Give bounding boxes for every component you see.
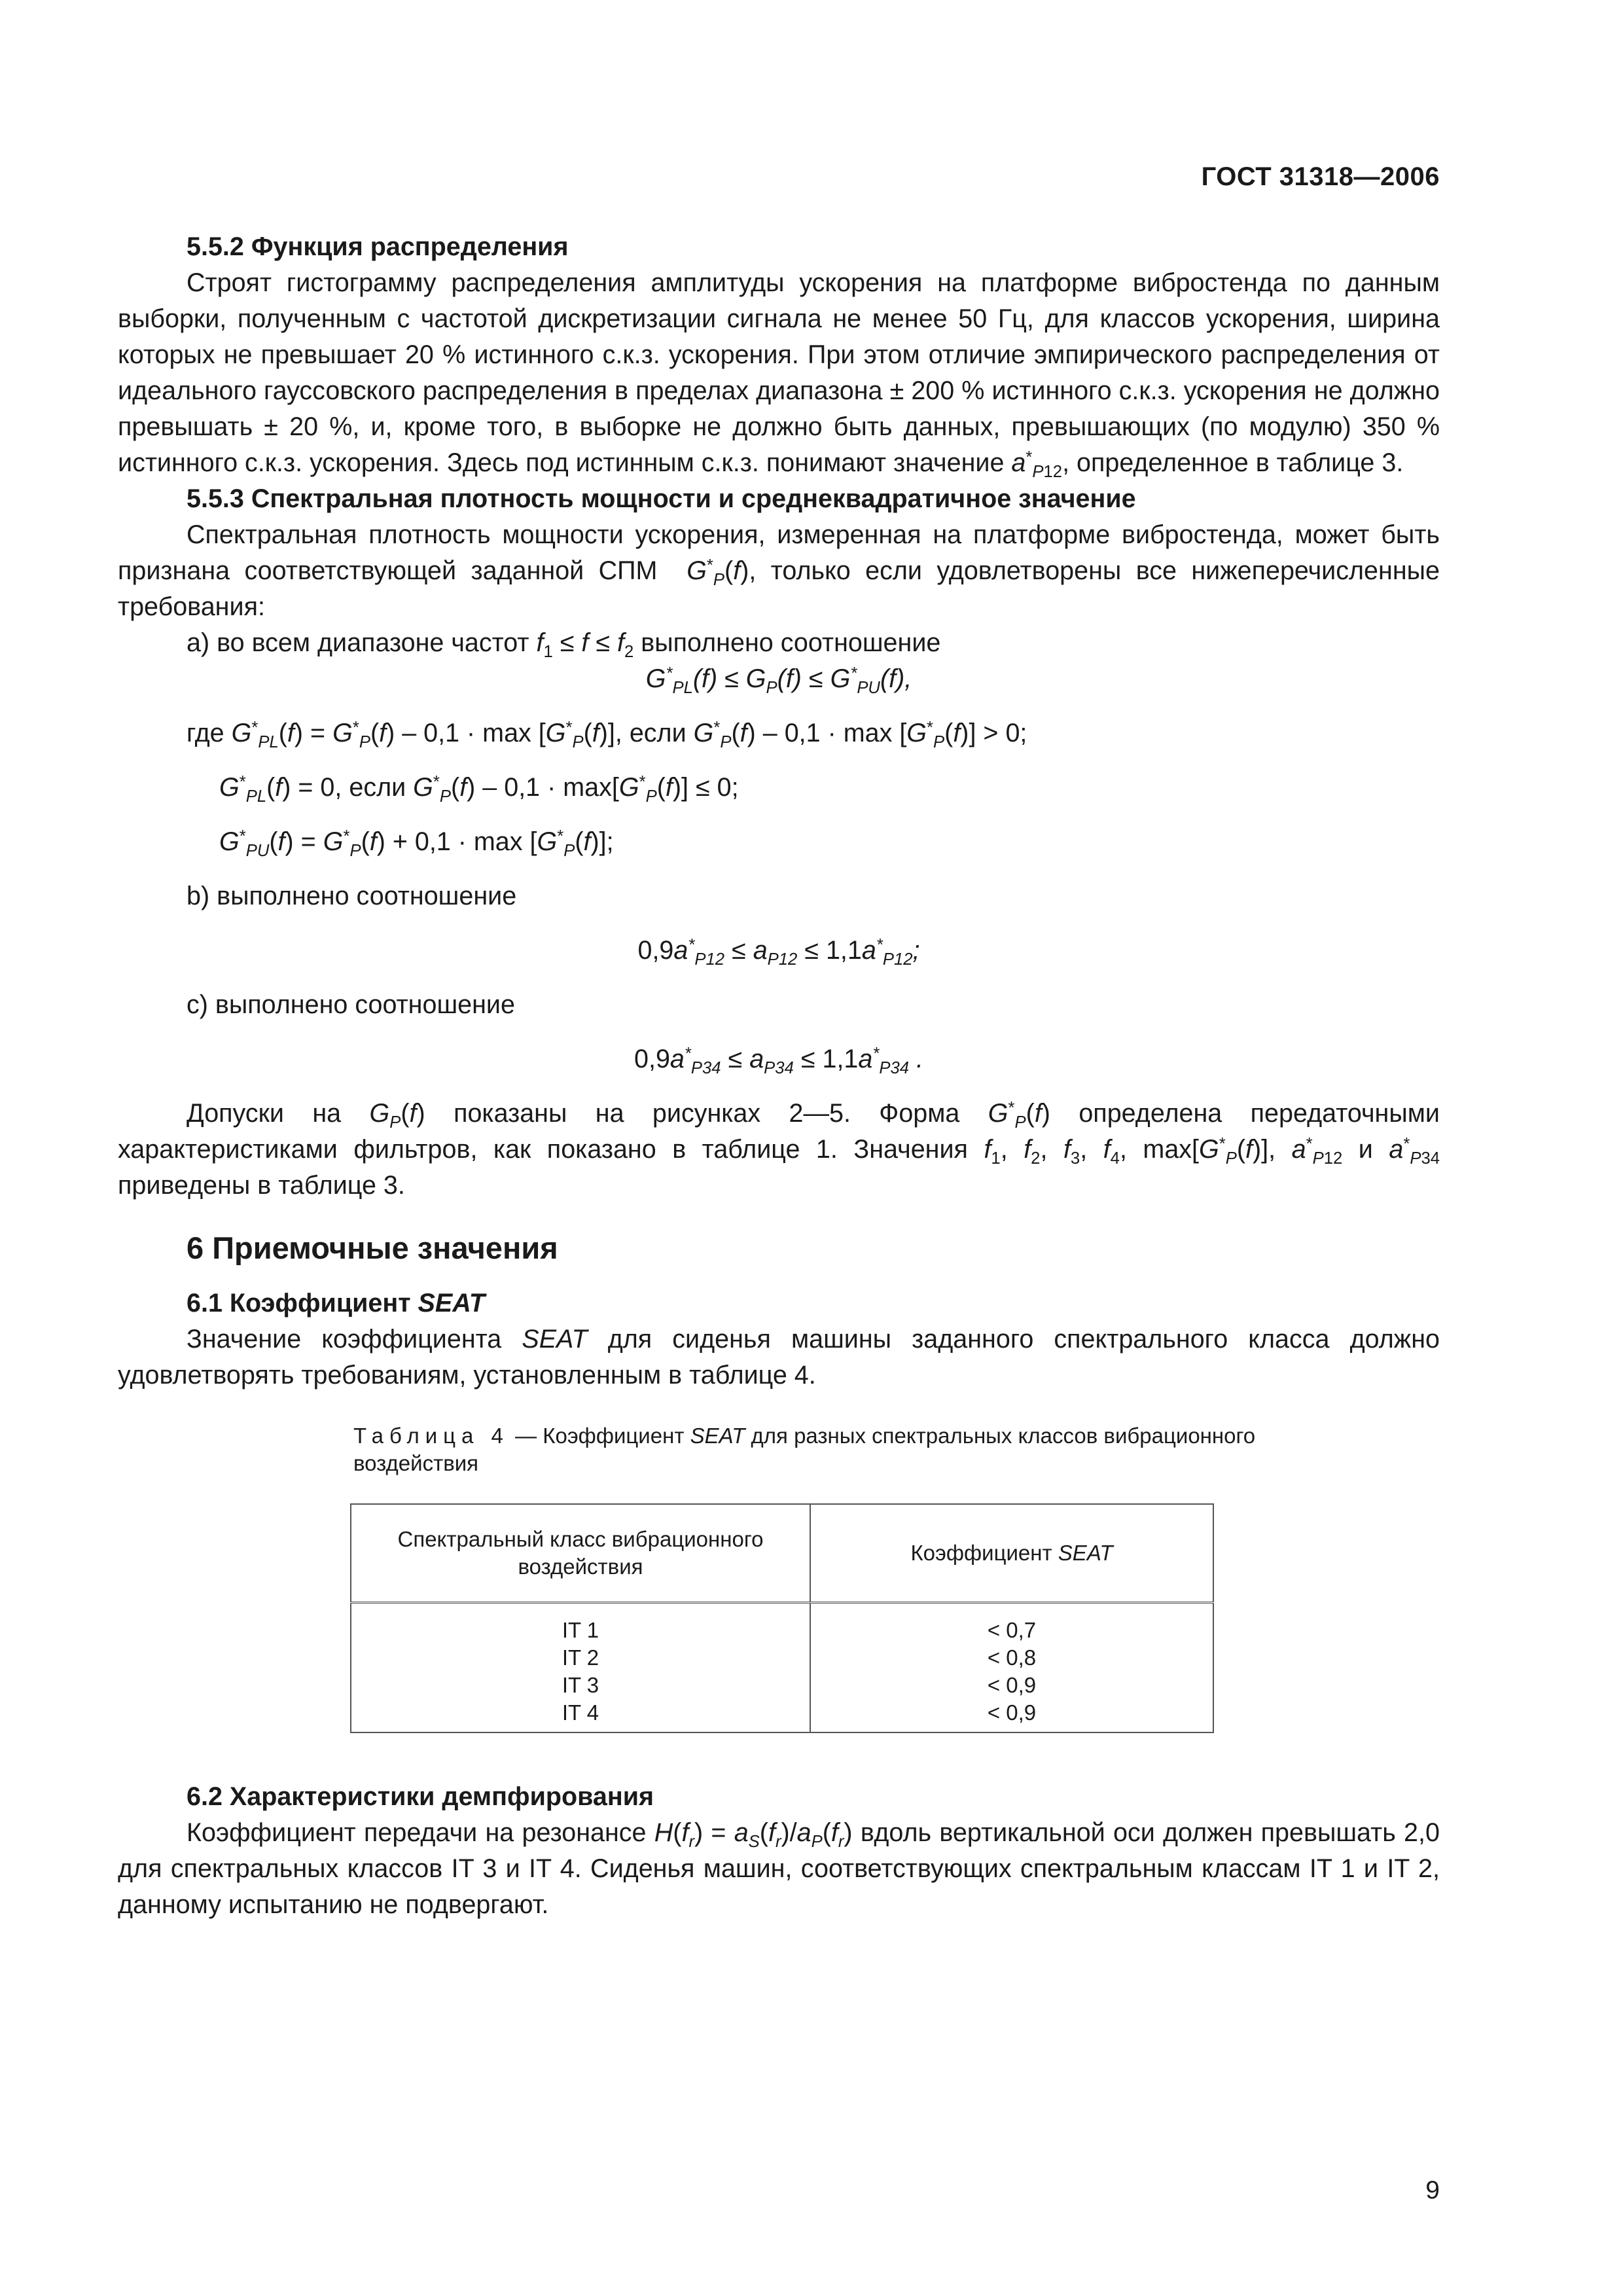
seat-values: < 0,7 < 0,8 < 0,9 < 0,9 xyxy=(810,1603,1213,1733)
document-code: ГОСТ 31318—2006 xyxy=(1201,162,1440,191)
section-heading-6-2: 6.2 Характеристики демпфирования xyxy=(187,1782,654,1811)
paragraph-tolerances: Допуски на $G_P(f)$ показаны на рисунках 2—5. Форма $G^*_P(f)$ определена передаточными характеристиками фильтров, как показано в таблице 1. Значения $f_1$, $f_2$, $f_3$, $f_4$, $\max[G^*_P(f)]$, $a^*_{P12}$ и $a^*_{P34}$ приведены в таблице 3. xyxy=(118,1099,1440,1200)
formula-lower-bound: где $G^*_{PL}(f) = G^*_P(f) - 0,1 \cdot \max [G^*_P(f)]$, если $G^*_P(f) - 0,1 \cdot \max [G^*_P(f)] > 0$; xyxy=(187,719,1027,751)
class-list: IT 1 IT 2 IT 3 IT 4 xyxy=(351,1603,810,1733)
section-heading-6: 6 Приемочные значения xyxy=(187,1230,558,1265)
paragraph-damping: Коэффициент передачи на резонансе $H(f_r) = a_S(f_r)/a_P(f_r)$ вдоль вертикальной оси должен превышать 2,0 для спектральных классов IT 3 и IT 4. Сиденья машин, соответствующих спектральным классам IT 1 и IT 2, данному испытанию не подвергают. xyxy=(118,1818,1440,1919)
requirement-a: а) во всем диапазоне частот $f_1 \le f \le f_2$ выполнено соотношение xyxy=(187,628,941,661)
page-content xyxy=(118,229,1440,1923)
requirement-c: c) выполнено соотношение xyxy=(187,990,515,1019)
formula-lower-bound-zero: $G^*_{PL}(f) = 0$, если $G^*_P(f) - 0,1 \cdot \max[G^*_P(f)] \le 0$; xyxy=(219,773,739,806)
formula-psd-bounds: $G^*_{PL}(f) \le G_P(f) \le G^*_{PU}(f)$, xyxy=(645,664,912,697)
page-number: 9 xyxy=(1425,2176,1440,2204)
table-header-class: Спектральный класс вибрационного воздействия xyxy=(351,1504,810,1603)
section-heading-5-5-2: 5.5.2 Функция распределения xyxy=(187,232,569,261)
formula-upper-bound: $G^*_{PU}(f) = G^*_P(f) + 0,1 \cdot \max [G^*_P(f)]$; xyxy=(219,827,614,860)
table-header-seat: Коэффициент SEAT xyxy=(810,1504,1213,1603)
section-heading-5-5-3: 5.5.3 Спектральная плотность мощности и среднеквадратичное значение xyxy=(187,484,1136,513)
seat-table xyxy=(350,1503,1214,1733)
formula-ap12: $0,9a^*_{P12} \le a_{P12} \le 1,1a^*_{P12}$; xyxy=(637,936,920,969)
table-row xyxy=(351,1603,1213,1733)
formula-ap34: $0,9a^*_{P34} \le a_{P34} \le 1,1a^*_{P34}$ . xyxy=(634,1045,923,1077)
requirement-b: b) выполнено соотношение xyxy=(187,882,517,910)
paragraph-psd-intro: Спектральная плотность мощности ускорения, измеренная на платформе вибростенда, может быть признана соответствующей заданной СПМ $G^*_P(f)$, только если удовлетворены все нижеперечисленные требования: xyxy=(118,520,1440,621)
paragraph-seat-requirement: Значение коэффициента SEAT для сиденья машины заданного спектрального класса должно удовлетворять требованиям, установленным в таблице 4. xyxy=(118,1325,1440,1390)
section-heading-6-1: 6.1 Коэффициент SEAT xyxy=(187,1289,485,1318)
paragraph-distribution-function: Строят гистограмму распределения амплитуды ускорения на платформе вибростенда по данным выборки, полученным с частотой дискретизации сигнала не менее 50 Гц, для классов ускорения, ширина которых не превышает 20 % истинного с.к.з. ускорения. При этом отличие эмпирического распределения от идеального гауссовского распределения в пределах диапазона ± 200 % истинного с.к.з. ускорения не должно превышать ± 20 %, и, кроме того, в выборке не должно быть данных, превышающих (по модулю) 350 % истинного с.к.з. ускорения. Здесь под истинным с.к.з. понимают значение $a^*_{P12}$, определенное в таблице 3. xyxy=(118,268,1440,481)
table-caption: Таблица 4 — Коэффициент SEAT для разных спектральных классов вибрационного воздействия xyxy=(353,1424,1256,1475)
